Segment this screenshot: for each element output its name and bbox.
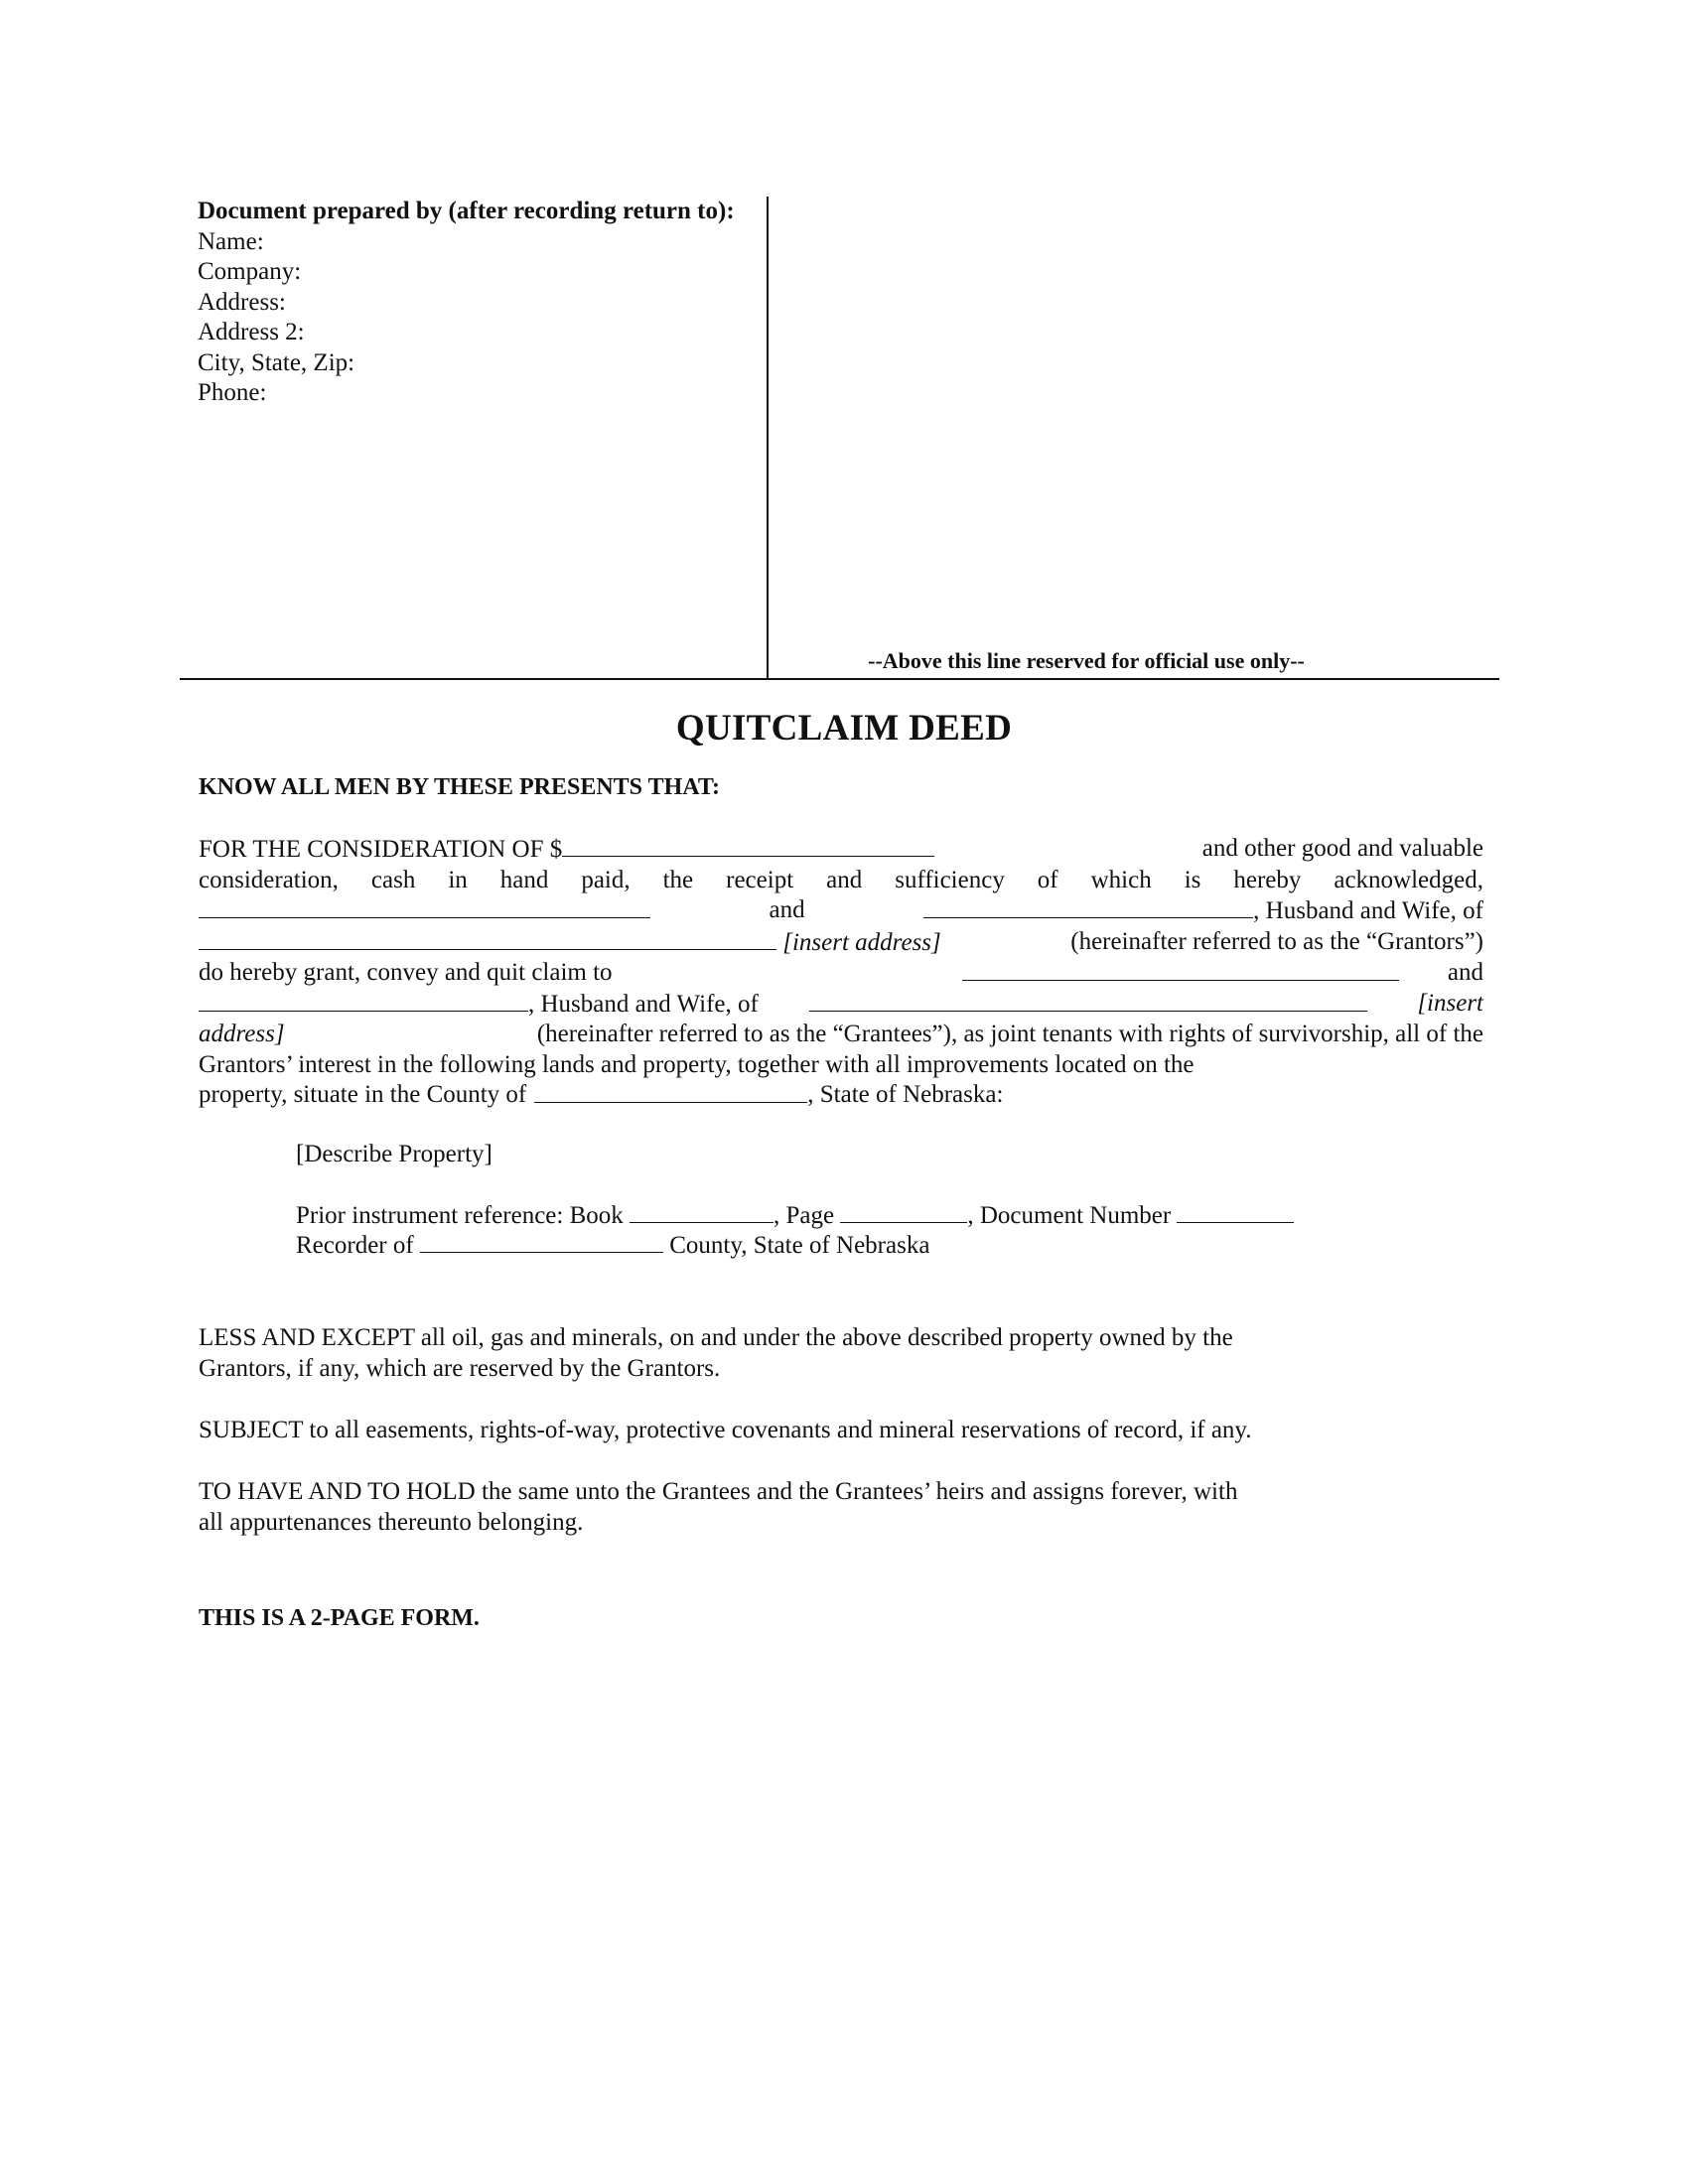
consideration-label: FOR THE CONSIDERATION OF $ bbox=[199, 836, 563, 863]
county-blank[interactable] bbox=[534, 1080, 807, 1103]
document-title: QUITCLAIM DEED bbox=[675, 708, 1013, 749]
grant-phrase: do hereby grant, convey and quit claim to bbox=[199, 959, 613, 986]
text-fragment: Recorder of bbox=[296, 1232, 414, 1259]
grantor-1-blank[interactable] bbox=[199, 895, 650, 918]
consideration-amount-blank[interactable] bbox=[562, 834, 934, 857]
text-line bbox=[199, 958, 1483, 989]
text-line bbox=[199, 1020, 1483, 1050]
field-phone: Phone: bbox=[198, 379, 267, 406]
text-line bbox=[199, 895, 1483, 927]
text-line bbox=[199, 989, 1483, 1021]
text-fragment: and bbox=[1447, 959, 1483, 986]
vertical-divider bbox=[767, 197, 769, 678]
consideration-paragraph bbox=[199, 834, 1483, 1111]
grantee-1-blank[interactable] bbox=[962, 958, 1399, 981]
text-fragment: , State of Nebraska: bbox=[807, 1081, 1004, 1108]
field-city-state-zip: City, State, Zip: bbox=[198, 348, 355, 376]
text-line bbox=[199, 1323, 1483, 1354]
text-line bbox=[199, 866, 1483, 896]
text-line bbox=[199, 1477, 1483, 1508]
text-fragment: Grantors’ interest in the following lands and property, together with all improvements located on the bbox=[199, 1050, 1195, 1078]
field-address-2: Address 2: bbox=[198, 319, 305, 345]
text-fragment: Prior instrument reference: Book bbox=[296, 1202, 624, 1229]
text-line bbox=[199, 1080, 1483, 1111]
text-fragment: (hereinafter referred to as the “Grantors”) bbox=[1070, 927, 1483, 955]
prepared-by-block bbox=[198, 197, 754, 409]
text-line bbox=[199, 1354, 1483, 1385]
text-fragment: LESS AND EXCEPT all oil, gas and minerals, on and under the above described property owned by the bbox=[199, 1324, 1233, 1351]
text-fragment bbox=[199, 958, 914, 989]
describe-property: [Describe Property] bbox=[296, 1141, 492, 1167]
text-line bbox=[199, 927, 1483, 959]
text-fragment: TO HAVE AND TO HOLD the same unto the Grantees and the Grantees’ heirs and assigns forever, with bbox=[199, 1478, 1238, 1505]
text-line bbox=[199, 1050, 1483, 1081]
recording-line bbox=[180, 678, 1499, 680]
text-fragment: , Husband and Wife, of bbox=[1253, 897, 1483, 924]
subject-paragraph bbox=[199, 1416, 1483, 1446]
field-name: Name: bbox=[198, 227, 264, 255]
text-fragment: , Page bbox=[774, 1202, 835, 1229]
book-blank[interactable] bbox=[630, 1200, 774, 1223]
text-fragment: Grantors, if any, which are reserved by the Grantors. bbox=[199, 1354, 721, 1382]
grantee-address-blank[interactable] bbox=[809, 989, 1367, 1012]
less-and-except-paragraph bbox=[199, 1323, 1483, 1384]
text-line bbox=[199, 1416, 1483, 1446]
recorder-county-blank[interactable] bbox=[420, 1230, 663, 1253]
text-fragment: SUBJECT to all easements, rights-of-way, protective covenants and mineral reservations of record, if any. bbox=[199, 1417, 1252, 1443]
know-all-heading: KNOW ALL MEN BY THESE PRESENTS THAT: bbox=[199, 774, 721, 800]
text-fragment: , Document Number bbox=[967, 1202, 1172, 1229]
text-fragment: [insert address] bbox=[782, 928, 941, 956]
grantor-2-blank[interactable] bbox=[923, 895, 1253, 918]
text-fragment: [insert bbox=[1417, 989, 1483, 1017]
habendum-paragraph bbox=[199, 1477, 1483, 1538]
field-company: Company: bbox=[198, 258, 302, 285]
prepared-by-heading: Document prepared by (after recording return to): bbox=[198, 198, 735, 224]
text-fragment: property, situate in the County of bbox=[199, 1081, 527, 1108]
grantor-address-blank[interactable] bbox=[199, 927, 776, 950]
reserved-note: --Above this line reserved for official use only-- bbox=[868, 648, 1305, 673]
field-address: Address: bbox=[198, 288, 286, 316]
document-number-blank[interactable] bbox=[1177, 1200, 1294, 1223]
recorder-line bbox=[296, 1230, 929, 1262]
grantee-2-blank[interactable] bbox=[199, 989, 528, 1012]
text-fragment: address] bbox=[199, 1021, 285, 1047]
text-fragment: and bbox=[769, 896, 805, 923]
text-fragment: , Husband and Wife, of bbox=[528, 990, 759, 1018]
text-fragment: consideration, cash in hand paid, the receipt and sufficiency of which is hereby acknowledged, bbox=[199, 866, 1483, 893]
text-line bbox=[199, 1508, 1483, 1539]
text-fragment: County, State of Nebraska bbox=[669, 1232, 930, 1259]
prior-instrument-line bbox=[296, 1200, 1294, 1232]
text-fragment: and other good and valuable bbox=[1201, 835, 1483, 862]
two-page-notice: THIS IS A 2-PAGE FORM. bbox=[199, 1605, 480, 1631]
text-line bbox=[199, 834, 1483, 866]
page-blank[interactable] bbox=[840, 1200, 967, 1223]
text-fragment: (hereinafter referred to as the “Grantees”), as joint tenants with rights of survivorship, all of the bbox=[536, 1021, 1483, 1047]
text-fragment: all appurtenances thereunto belonging. bbox=[199, 1508, 584, 1536]
